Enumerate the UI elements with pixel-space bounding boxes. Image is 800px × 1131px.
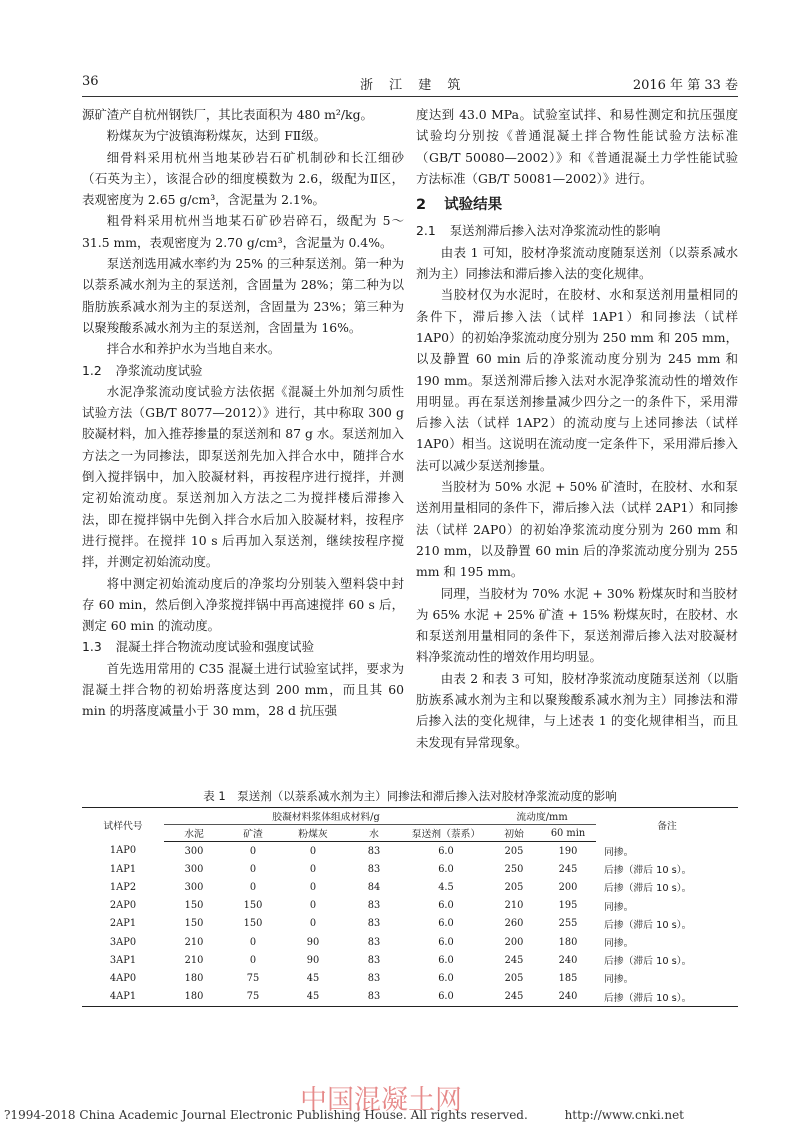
value-cell: 200 [504, 936, 524, 948]
section-number: 2 [416, 197, 427, 214]
sub-header: 矿渣 [224, 825, 282, 842]
value-cell: 150 [184, 900, 204, 912]
page-footer [0, 1104, 800, 1124]
right-column [416, 104, 738, 753]
body-paragraph: 由表 1 可知，胶材净浆流动度随泵送剂（以萘系减水剂为主）同掺法和滞后掺入法的变化规律。 [416, 244, 738, 282]
value-cell: 240 [540, 988, 596, 1007]
sub-header: 初始 [488, 825, 540, 842]
note-cell: 后掺（滞后 10 s）。 [604, 919, 692, 931]
section-title: 泵送剂滞后掺入法对净浆流动性的影响 [449, 223, 661, 239]
value-cell: 205 [504, 845, 524, 857]
binder-group-header: 胶凝材料浆体组成材料/g [164, 808, 488, 825]
col-note-header: 备注 [596, 808, 738, 842]
sample-code-cell: 1AP1 [109, 863, 137, 875]
value-cell: 190 [558, 845, 578, 857]
section-heading [416, 220, 738, 241]
note-cell: 后掺（滞后 10 s）。 [596, 988, 738, 1007]
value-cell: 180 [164, 988, 224, 1007]
section-heading [416, 195, 738, 216]
value-cell: 0 [249, 936, 257, 948]
sample-code-cell: 4AP0 [109, 972, 137, 984]
value-cell: 300 [184, 881, 204, 893]
watermark: 中国混凝土网 [300, 1085, 462, 1116]
value-cell: 210 [504, 900, 524, 912]
table-row [82, 951, 738, 969]
value-cell: 83 [367, 936, 381, 948]
value-cell: 45 [282, 988, 344, 1007]
value-cell: 245 [504, 954, 524, 966]
value-cell: 150 [184, 918, 204, 930]
value-cell: 83 [367, 954, 381, 966]
section-number: 1.3 [82, 639, 102, 655]
body-paragraph: 源矿渣产自杭州钢铁厂，其比表面积为 480 m²/kg。 [82, 107, 373, 122]
value-cell: 180 [184, 972, 204, 984]
note-cell: 同掺。 [604, 901, 634, 913]
value-cell: 84 [367, 881, 381, 893]
section-heading [82, 636, 404, 657]
sample-code-cell: 1AP0 [109, 845, 137, 857]
note-cell: 后掺（滞后 10 s）。 [604, 956, 692, 968]
table-row [82, 988, 738, 1007]
flow-group-header: 流动度/mm [488, 808, 596, 825]
section-number: 1.2 [82, 362, 102, 378]
value-cell: 6.0 [438, 863, 454, 875]
note-cell: 同掺。 [604, 974, 634, 986]
col-sample-header: 试样代号 [82, 808, 164, 842]
value-cell: 83 [367, 900, 381, 912]
value-cell: 180 [558, 936, 578, 948]
value-cell: 6.0 [438, 918, 454, 930]
sample-code-cell: 2AP1 [109, 918, 137, 930]
page-number: 36 [82, 74, 99, 89]
left-column [82, 104, 404, 722]
body-paragraph: 同理，当胶材为 70% 水泥 + 30% 粉煤灰时和当胶材为 65% 水泥 + 25% 矿渣 + 15% 粉煤灰时，在胶材、水和泵送剂用量相同的条件下，泵送剂滞后掺入法对胶凝材料净浆流动性的增效作用均明显。 [416, 585, 738, 665]
value-cell: 0 [309, 845, 317, 857]
value-cell: 0 [249, 845, 257, 857]
note-cell: 后掺（滞后 10 s）。 [604, 883, 692, 895]
sample-code-cell: 4AP1 [82, 988, 164, 1007]
sub-header: 水 [344, 825, 404, 842]
value-cell: 0 [249, 954, 257, 966]
sample-code-cell: 2AP0 [109, 900, 137, 912]
body-paragraph: 粗骨料采用杭州当地某石矿砂岩碎石，级配为 5～31.5 mm，表观密度为 2.70 g/cm³，含泥量为 0.4%。 [82, 213, 404, 250]
value-cell: 0 [309, 918, 317, 930]
sample-code-cell: 3AP1 [109, 954, 137, 966]
value-cell: 45 [306, 972, 320, 984]
body-paragraph: 粉煤灰为宁波镇海粉煤灰，达到 FⅡ级。 [106, 128, 327, 144]
value-cell: 6.0 [438, 954, 454, 966]
value-cell: 210 [184, 954, 204, 966]
value-cell: 83 [367, 918, 381, 930]
section-title: 混凝土拌合物流动度试验和强度试验 [115, 639, 314, 655]
value-cell: 75 [246, 972, 260, 984]
body-paragraph: 度达到 43.0 MPa。试验室试拌、和易性测定和抗压强度试验均分别按《普通混凝土拌合物性能试验方法标准（GB/T 50080—2002）》和《普通混凝土力学性能试验方法标准（GB/T 50081—2002）》进行。 [416, 107, 738, 186]
body-paragraph: 由表 2 和表 3 可知，胶材净浆流动度随泵送剂（以脂肪族系减水剂为主和以聚羧酸系减水剂为主）同掺法和滞后掺入法的变化规律，与上述表 1 的变化规律相当，而且未发现有异常现象。 [416, 670, 738, 750]
value-cell: 205 [504, 972, 524, 984]
sub-header: 泵送剂（萘系） [404, 825, 488, 842]
value-cell: 260 [504, 918, 524, 930]
value-cell: 90 [306, 936, 320, 948]
body-paragraph: 首先选用常用的 C35 混凝土进行试验室试拌，要求为混凝土拌合物的初始坍落度达到 200 mm，而且其 60 min 的坍落度减量小于 30 mm，28 d 抗压强 [82, 660, 404, 719]
value-cell: 200 [558, 881, 578, 893]
sub-header: 水泥 [164, 825, 224, 842]
value-cell: 6.0 [404, 988, 488, 1007]
body-paragraph: 泵送剂选用减水率约为 25% 的三种泵送剂。第一种为以萘系减水剂为主的泵送剂，含固量为 28%；第二种为以脂肪族系减水剂为主的泵送剂，含固量为 23%；第三种为以聚羧酸系减水剂为主的泵送剂，含固量为 16%。 [82, 256, 404, 335]
value-cell: 83 [367, 863, 381, 875]
value-cell: 250 [504, 863, 524, 875]
sample-code-cell: 1AP2 [109, 881, 137, 893]
note-cell: 同掺。 [604, 938, 634, 950]
value-cell: 0 [309, 863, 317, 875]
body-paragraph: 拌合水和养护水为当地自来水。 [106, 341, 281, 357]
value-cell: 205 [504, 881, 524, 893]
value-cell: 83 [367, 845, 381, 857]
value-cell: 255 [558, 918, 578, 930]
value-cell: 300 [184, 863, 204, 875]
section-heading [82, 360, 404, 381]
body-paragraph: 将中测定初始流动度后的净浆均分别装入塑料袋中封存 60 min，然后倒入净浆搅拌锅中再高速搅拌 60 s 后，测定 60 min 的流动度。 [82, 575, 404, 634]
table-row [82, 969, 738, 987]
table-row [82, 897, 738, 915]
value-cell: 245 [558, 863, 578, 875]
body-paragraph: 当胶材为 50% 水泥 + 50% 矿渣时，在胶材、水和泵送剂用量相同的条件下，滞后掺入法（试样 2AP1）和同掺法（试样 2AP0）的初始净浆流动度分别为 260 mm 和 210 mm，以及静置 60 min 后的净浆流动度分别为 255 mm 和 195 mm。 [416, 479, 738, 580]
table-row [82, 842, 738, 861]
value-cell: 185 [558, 972, 578, 984]
journal-title: 浙 江 建 筑 [360, 78, 467, 93]
body-paragraph: 水泥净浆流动度试验方法依据《混凝土外加剂匀质性试验方法（GB/T 8077—2012）》进行，其中称取 300 g 胶凝材料，加入推荐掺量的泵送剂和 87 g 水。泵送剂加入方法之一为同掺法，即泵送剂先加入拌合水中，随拌合水倒入搅拌锅中，加入胶凝材料，再按程序进行搅拌，并测定初始流动度。泵送剂加入方法之二为搅拌楼后滞掺入法，即在搅拌锅中先倒入拌合水后加入胶凝材料，按程序进行搅拌。在搅拌 10 s 后再加入泵送剂，继续按程序搅拌，并测定初始流动度。 [82, 383, 404, 570]
page-header [82, 70, 738, 97]
section-title: 净浆流动度试验 [115, 362, 203, 378]
value-cell: 210 [184, 936, 204, 948]
note-cell: 后掺（滞后 10 s）。 [604, 865, 692, 877]
body-paragraph: 当胶材仅为水泥时，在胶材、水和泵送剂用量相同的条件下，滞后掺入法（试样 1AP1）和同掺法（试样 1AP0）的初始净浆流动度分别为 250 mm 和 205 mm，以及静置 60 min 后的净浆流动度分别为 245 mm 和 190 mm。泵送剂滞后掺入法对水泥净浆流动性的增效作用明显。再在泵送剂掺量减少四分之一的条件下，采用滞后掺入法（试样 1AP2）的流动度与上述同掺法（试样 1AP0）相当。这说明在流动度一定条件下，采用滞后掺入法可以减少泵送剂掺量。 [416, 287, 738, 473]
sub-header: 粉煤灰 [282, 825, 344, 842]
value-cell: 150 [243, 918, 263, 930]
value-cell: 150 [243, 900, 263, 912]
copyright-notice: ?1994-2018 China Academic Journal Electronic Publishing House. All rights reserved. [4, 1108, 528, 1122]
table-row [82, 860, 738, 878]
value-cell: 240 [558, 954, 578, 966]
value-cell: 6.0 [438, 936, 454, 948]
value-cell: 6.0 [438, 900, 454, 912]
table-row [82, 933, 738, 951]
value-cell: 300 [184, 845, 204, 857]
results-table [82, 807, 738, 1007]
sample-code-cell: 3AP0 [109, 936, 137, 948]
value-cell: 195 [558, 900, 578, 912]
value-cell: 83 [344, 988, 404, 1007]
issue-info: 2016 年 第 33 卷 [632, 78, 738, 93]
value-cell: 4.5 [438, 881, 454, 893]
value-cell: 75 [224, 988, 282, 1007]
body-paragraph: 细骨料采用杭州当地某砂岩石矿机制砂和长江细砂（石英为主），该混合砂的细度模数为 2.6，级配为Ⅱ区，表观密度为 2.65 g/cm³，含泥量为 2.1%。 [82, 149, 404, 208]
section-title: 试验结果 [444, 197, 503, 214]
sub-header: 60 min [540, 825, 596, 842]
table-row [82, 878, 738, 896]
table-caption: 表 1 泵送剂（以萘系减水剂为主）同掺法和滞后掺入法对胶材净浆流动度的影响 [203, 789, 617, 803]
value-cell: 6.0 [438, 845, 454, 857]
note-cell: 同掺。 [604, 846, 634, 858]
table-row [82, 915, 738, 933]
value-cell: 83 [367, 972, 381, 984]
value-cell: 90 [306, 954, 320, 966]
value-cell: 0 [249, 881, 257, 893]
website-link[interactable]: http://www.cnki.net [564, 1108, 684, 1122]
value-cell: 0 [309, 881, 317, 893]
section-number: 2.1 [416, 223, 436, 239]
value-cell: 6.0 [438, 972, 454, 984]
value-cell: 0 [249, 863, 257, 875]
value-cell: 245 [488, 988, 540, 1007]
value-cell: 0 [309, 900, 317, 912]
